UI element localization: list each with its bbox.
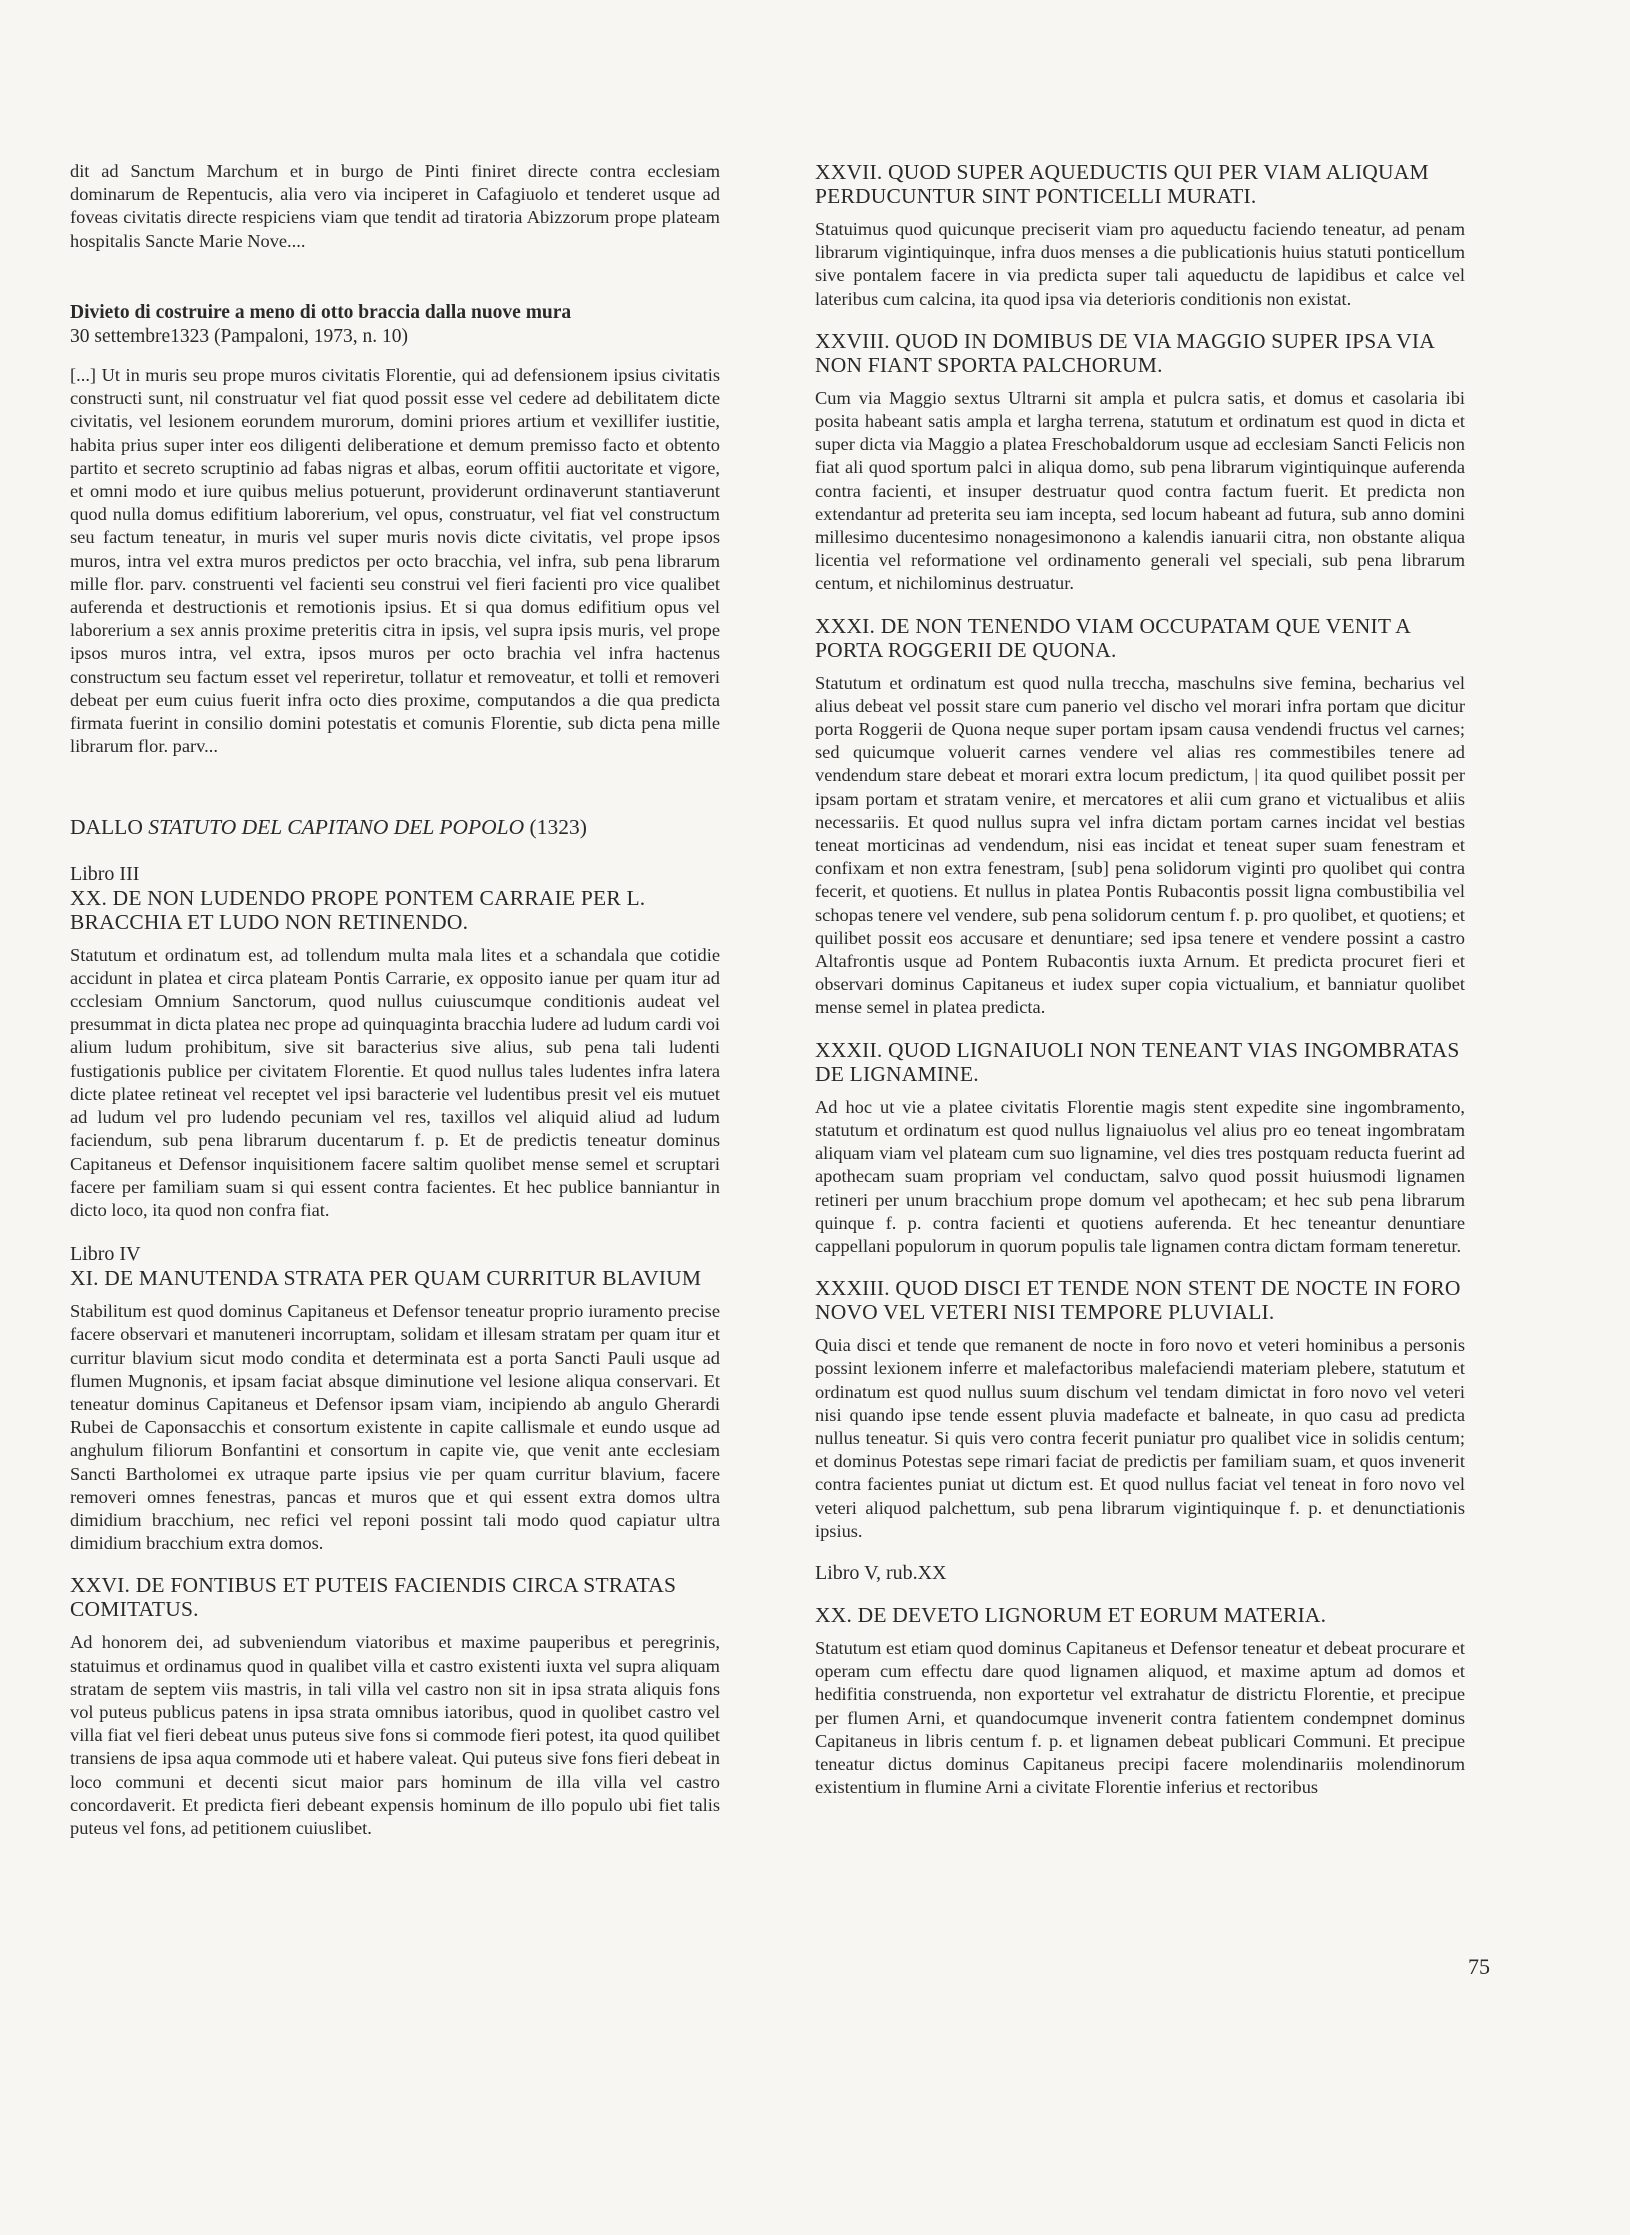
left-column: [70, 160, 720, 1858]
rubric-xxxii-title: XXXII. QUOD LIGNAIUOLI NON TENEANT VIAS INGOMBRATAS DE LIGNAMINE.: [815, 1037, 1460, 1086]
rubric-xxxi-text: Statutum et ordinatum est quod nulla treccha, maschulns sive femina, becharius vel alius debeat vel possit stare cum panerio vel discho vel morari infra portam que dicitur porta Roggerii de Quona neque super portam ipsam causa vendendi fructus vel carnes; sed quicumque voluerit carnes vendere vel alias res commestibiles tenere ad vendendum stare debeat et morari extra locum predictum, | ita quod quilibet possit per ipsam portam et stratam venire, et mercatores et alii cum grano et victualibus et aliis necessariis. Et quod nullus supra vel infra dictam portam carnes incidat vel bestias teneat morticinas ad vendendum, nisi eas incidat et teneat super suam fenestram et confixam et non extra fenestram, [sub] pena solidorum viginti pro quolibet qui contra fecerit, et quotiens. Et nullus in platea Pontis Rubacontis possit ligna combustibilia vel schopas tenere vel vendere, sub pena solidorum centum f. p. pro quolibet, et quotiens; et quilibet possit eos accusare et denuntiare; sed ipsa tenere et vendere possint a castro Altafrontis usque ad Pontem Rubacontis iuxta Arnum. Et predicta procuret fieri et observari dominus Capitaneus et iudex super copia victualium, et banniatur quolibet mense semel in platea predicta.: [815, 672, 1465, 1018]
rubric-xxvii-title: XXVII. QUOD SUPER AQUEDUCTIS QUI PER VIAM ALIQUAM PERDUCUNTUR SINT PONTICELLI MURATI.: [815, 160, 1429, 208]
libro-iv-label: Libro IV: [70, 1243, 141, 1266]
divieto-paragraph: [...] Ut in muris seu prope muros civitatis Florentie, qui ad defensionem ipsius civitatis constructi sunt, nil construatur vel fiat quod possit esse vel cedere ad debilitatem dicte civitatis, vel lesionem eorundem murorum, domini priores artium et vexillifer iustitie, habita prius super inter eos diligenti deliberatione et demum premisso facto et obtento partito et secreto scruptinio ad fabas nigras et albas, eorum offitii auctoritate et vigore, et omni modo et iure quibus melius potuerunt, providerunt ordinaverunt stantiaverunt quod nulla domus edifitium laborerium, vel opus, construatur, vel fiat vel constructum seu factum teneatur, in muris vel super muris novis dicte civitatis, vel prope ipsos muros, intra vel extra muros predictos per octo bracchia, vel infra, sub pena librarum mille flor. parv. construenti vel facienti seu construi vel fieri facienti pro vice qualibet auferenda et destructionis et remotionis ipsius. Et si qua domus edifitium opus vel laborerium a sex annis proxime preteritis citra in ipsis, vel supra ipsis muris, vel prope ipsos muros intra, vel extra, ipsos muros per octo brachia vel infra hactenus constructum seu factum esset vel reperiretur, tollatur et removeatur, et tolli et removeri debeat per eum cuius fuerit infra octo dies proxime, computandos a die qua predicta firmata fuerint in consilio domini potestatis et comunis Florentie, sub dicta pena mille librarum flor. parv...: [70, 365, 720, 757]
rubric-xx-libro-v-title: XX. DE DEVETO LIGNORUM ET EORUM MATERIA.: [815, 1602, 1327, 1627]
intro-paragraph: dit ad Sanctum Marchum et in burgo de Pinti finiret directe contra ecclesiam dominarum de Repentucis, alia vero via inciperet in Cafagiuolo et tenderet usque ad foveas civitatis directe respiciens viam que tendit ad tiratoria Abizzorum prope plateam hospitalis Sancte Marie Nove....: [70, 161, 720, 251]
rubric-xxxiii-title: XXXIII. QUOD DISCI ET TENDE NON STENT DE NOCTE IN FORO NOVO VEL VETERI NISI TEMPORE PLUVIALI.: [815, 1276, 1461, 1325]
divieto-heading: Divieto di costruire a meno di otto braccia dalla nuove mura: [70, 301, 572, 323]
rubric-xi-title: XI. DE MANUTENDA STRATA PER QUAM CURRITUR BLAVIUM: [70, 1266, 702, 1291]
statuto-prefix: DALLO: [70, 815, 149, 840]
rubric-xx-title: XX. DE NON LUDENDO PROPE PONTEM CARRAIE PER L. BRACCHIA ET LUDO NON RETINENDO.: [70, 885, 646, 934]
divieto-reference: 30 settembre1323 (Pampaloni, 1973, n. 10): [70, 325, 408, 347]
libro-iii-label: Libro III: [70, 862, 140, 885]
rubric-xxvii-text: Statuimus quod quicunque preciserit viam pro aqueductu faciendo teneatur, ad penam librarum vigintiquinque, infra duos menses a die publicationis huius statuti ponticellum sive pontalem facere in via predicta super tali aqueductu de lapidibus et calce vel lateribus cum calcina, ita quod ipsa via deterioris conditionis non existat.: [815, 219, 1465, 309]
rubric-xxvi-title: XXVI. DE FONTIBUS ET PUTEIS FACIENDIS CIRCA STRATAS COMITATUS.: [70, 1573, 677, 1622]
statuto-year: (1323): [524, 815, 587, 840]
rubric-xxviii-text: Cum via Maggio sextus Ultrarni sit ampla et pulcra satis, et domus et casolaria ibi posita habeant satis ampla et largha terrena, statutum et ordinatum est quod in dicta et super dicta via Maggio a platea Freschobaldorum usque ad ecclesiam Sancti Felicis non fiat ali quod sportum palci in aliqua domo, sub pena librarum vigintiquinque auferenda contra facienti, et insuper destruatur quod contra factum fuerit. Et predicta non extendantur ad preterita seu iam incepta, sed locum habeant ad futura, sub anno domini millesimo ducentesimo nonagesimonono a kalendis ianuarii citra, non obstante aliqua licentia vel reformatione vel ordinamento generali vel speciali, sub pena librarum centum, et nichilominus destruatur.: [815, 387, 1465, 594]
libro-v-label: Libro V, rub.XX: [815, 1561, 947, 1584]
rubric-xx-libro-v-text: Statutum est etiam quod dominus Capitaneus et Defensor teneatur et debeat procurare et operam cum effectu dare quod lignamen aliquod, et maxime aptum ad domos et hedifitia construenda, non exportetur vel extrahatur de districtu Florentie, et precipue per flumen Arni, et quandocumque invenerit contra fatientem condempnet dominus Capitaneus in libris centum f. p. et lignamen debeat publicari Communi. Et precipue teneatur dictus dominus Capitaneus precipi facere molendinariis molendinorum existentium in flumine Arni a civitate Florentie inferius et rectoribus: [815, 1637, 1465, 1798]
rubric-xxviii-title: XXVIII. QUOD IN DOMIBUS DE VIA MAGGIO SUPER IPSA VIA NON FIANT SPORTA PALCHORUM.: [815, 328, 1434, 377]
statuto-italic-title: STATUTO DEL CAPITANO DEL POPOLO: [148, 815, 525, 840]
statuto-section-title: [70, 816, 720, 839]
rubric-xxxii-text: Ad hoc ut vie a platee civitatis Florentie magis stent expedite sine ingombramento, statutum et ordinatum est quod nullus lignaiuolus vel alius pro eo teneat ingombratam aliquam viam vel plateam cum suo lignamine, vel dies tres postquam reducta fuerint ad apothecam suam propriam vel conductam, salvo quod possit huiusmodi lignamen retineri per unum bracchium prope domum vel apothecam; et hec sub pena librarum quinque f. p. contra facienti et quotiens auferenda. Et hec teneantur denuntiare cappellani populorum in quorum populis tale lignamen contra dictam formam teneretur.: [815, 1096, 1465, 1256]
rubric-xx-text: Statutum et ordinatum est, ad tollendum multa mala lites et a schandala que cotidie accidunt in platea et circa plateam Pontis Carrarie, ex opposito ianue per quam itur ad ccclesiam Omnium Sanctorum, quod nullus cuiuscumque conditionis audeat vel presummat in dicta platea nec prope ad quinquaginta bracchia ludere ad ludum cardi voi alium ludum prohibitum, sive sit baracterius sive alius, sub pena tali ludenti fustigationis publice per civitatem Florentie. Et quod nullus tales ludentes infra latera dicte platee retineat vel receptet vel ipsi baracterie vel ludentibus presit vel eis mutuet ad ludum vel pro ludendo pecuniam vel res, taxillos vel aliquid aliud ad ludum faciendum, sub pena librarum ducentarum f. p. Et de predictis teneatur dominus Capitaneus et Defensor inquisitionem facere saltim quolibet mense semel et scruptari facere per familiam suam si qui essent contra facientes. Et hec publice banniantur in dicto loco, ita quod non confra fiat.: [70, 944, 720, 1220]
right-column: [815, 160, 1465, 1817]
rubric-xxvi-text: Ad honorem dei, ad subveniendum viatoribus et maxime pauperibus et peregrinis, statuimus et ordinamus quod in qualibet villa et castro existenti iuxta vel supra aliquam stratam de septem viis mastris, in tali villa vel castro non sit in ipsa strata aliquis fons vol puteus publicus patens in ipsa strata omnibus iatoribus, quod in quolibet castro vel villa fiat vel fieri debeat unus puteus sive fons si commode fieri potest, ita quod quilibet transiens de ipsa aqua commode uti et habere valeat. Qui puteus sive fons fieri debeat in loco communi et decenti sicut maior pars hominum de illa villa vel castro concordaverit. Et predicta fieri debeant expensis hominum de illo populo ubi fiet talis puteus vel fons, ad petitionem cuiuslibet.: [70, 1632, 720, 1838]
page-number: 75: [1468, 1954, 1490, 1979]
rubric-xxxiii-text: Quia disci et tende que remanent de nocte in foro novo et veteri hominibus a personis possint lexionem inferre et malefactoribus malefaciendi materiam plebere, statutum et ordinatum est quod nullus suum dischum vel tendam dimictat in foro novo vel veteri nisi quando ipse tende essent pluvia madefacte et balneate, in quo casu ad predicta nullus teneatur. Si quis vero contra fecerit puniatur pro qualibet vice in solidis centum; et dominus Potestas sepe rimari faciat de predictis per familiam suam, et quos invenerit contra facientes puniat ut dictum est. Et quod nullus faciat vel teneat in foro novo vel veteri aliquod palchettum, sub pena librarum vigintiquinque f. p. et denunctiationis ipsius.: [815, 1335, 1465, 1541]
rubric-xxxi-title: XXXI. DE NON TENENDO VIAM OCCUPATAM QUE VENIT A PORTA ROGGERII DE QUONA.: [815, 613, 1410, 662]
rubric-xi-text: Stabilitum est quod dominus Capitaneus et Defensor teneatur proprio iuramento precise facere observari et manuteneri incorruptam, solidam et illesam stratam per quam itur et curritur blavium sicut modo condita et determinata est a porta Sancti Pauli usque ad flumen Mugnonis, et ipsam faciat absque diminutione vel lesione aliqua conservari. Et teneatur dominus Capitaneus et Defensor ipsam viam, incipiendo ab angulo Gherardi Rubei de Caponsacchis et consortum existente in capite callismale et eundo usque ad anghulum filiorum Bonfantini et consortum in capite vie, que venit ante ecclesiam Sancti Bartholomei ex utraque parte ipsius vie per quam curritur blavium, facere removeri omnes fenestras, pancas et muros que et qui essent extra domos ultra dimidium bracchium, nec refici vel reponi possint tali modo quod capiatur ultra dimidium bracchium extra domos.: [70, 1301, 720, 1554]
